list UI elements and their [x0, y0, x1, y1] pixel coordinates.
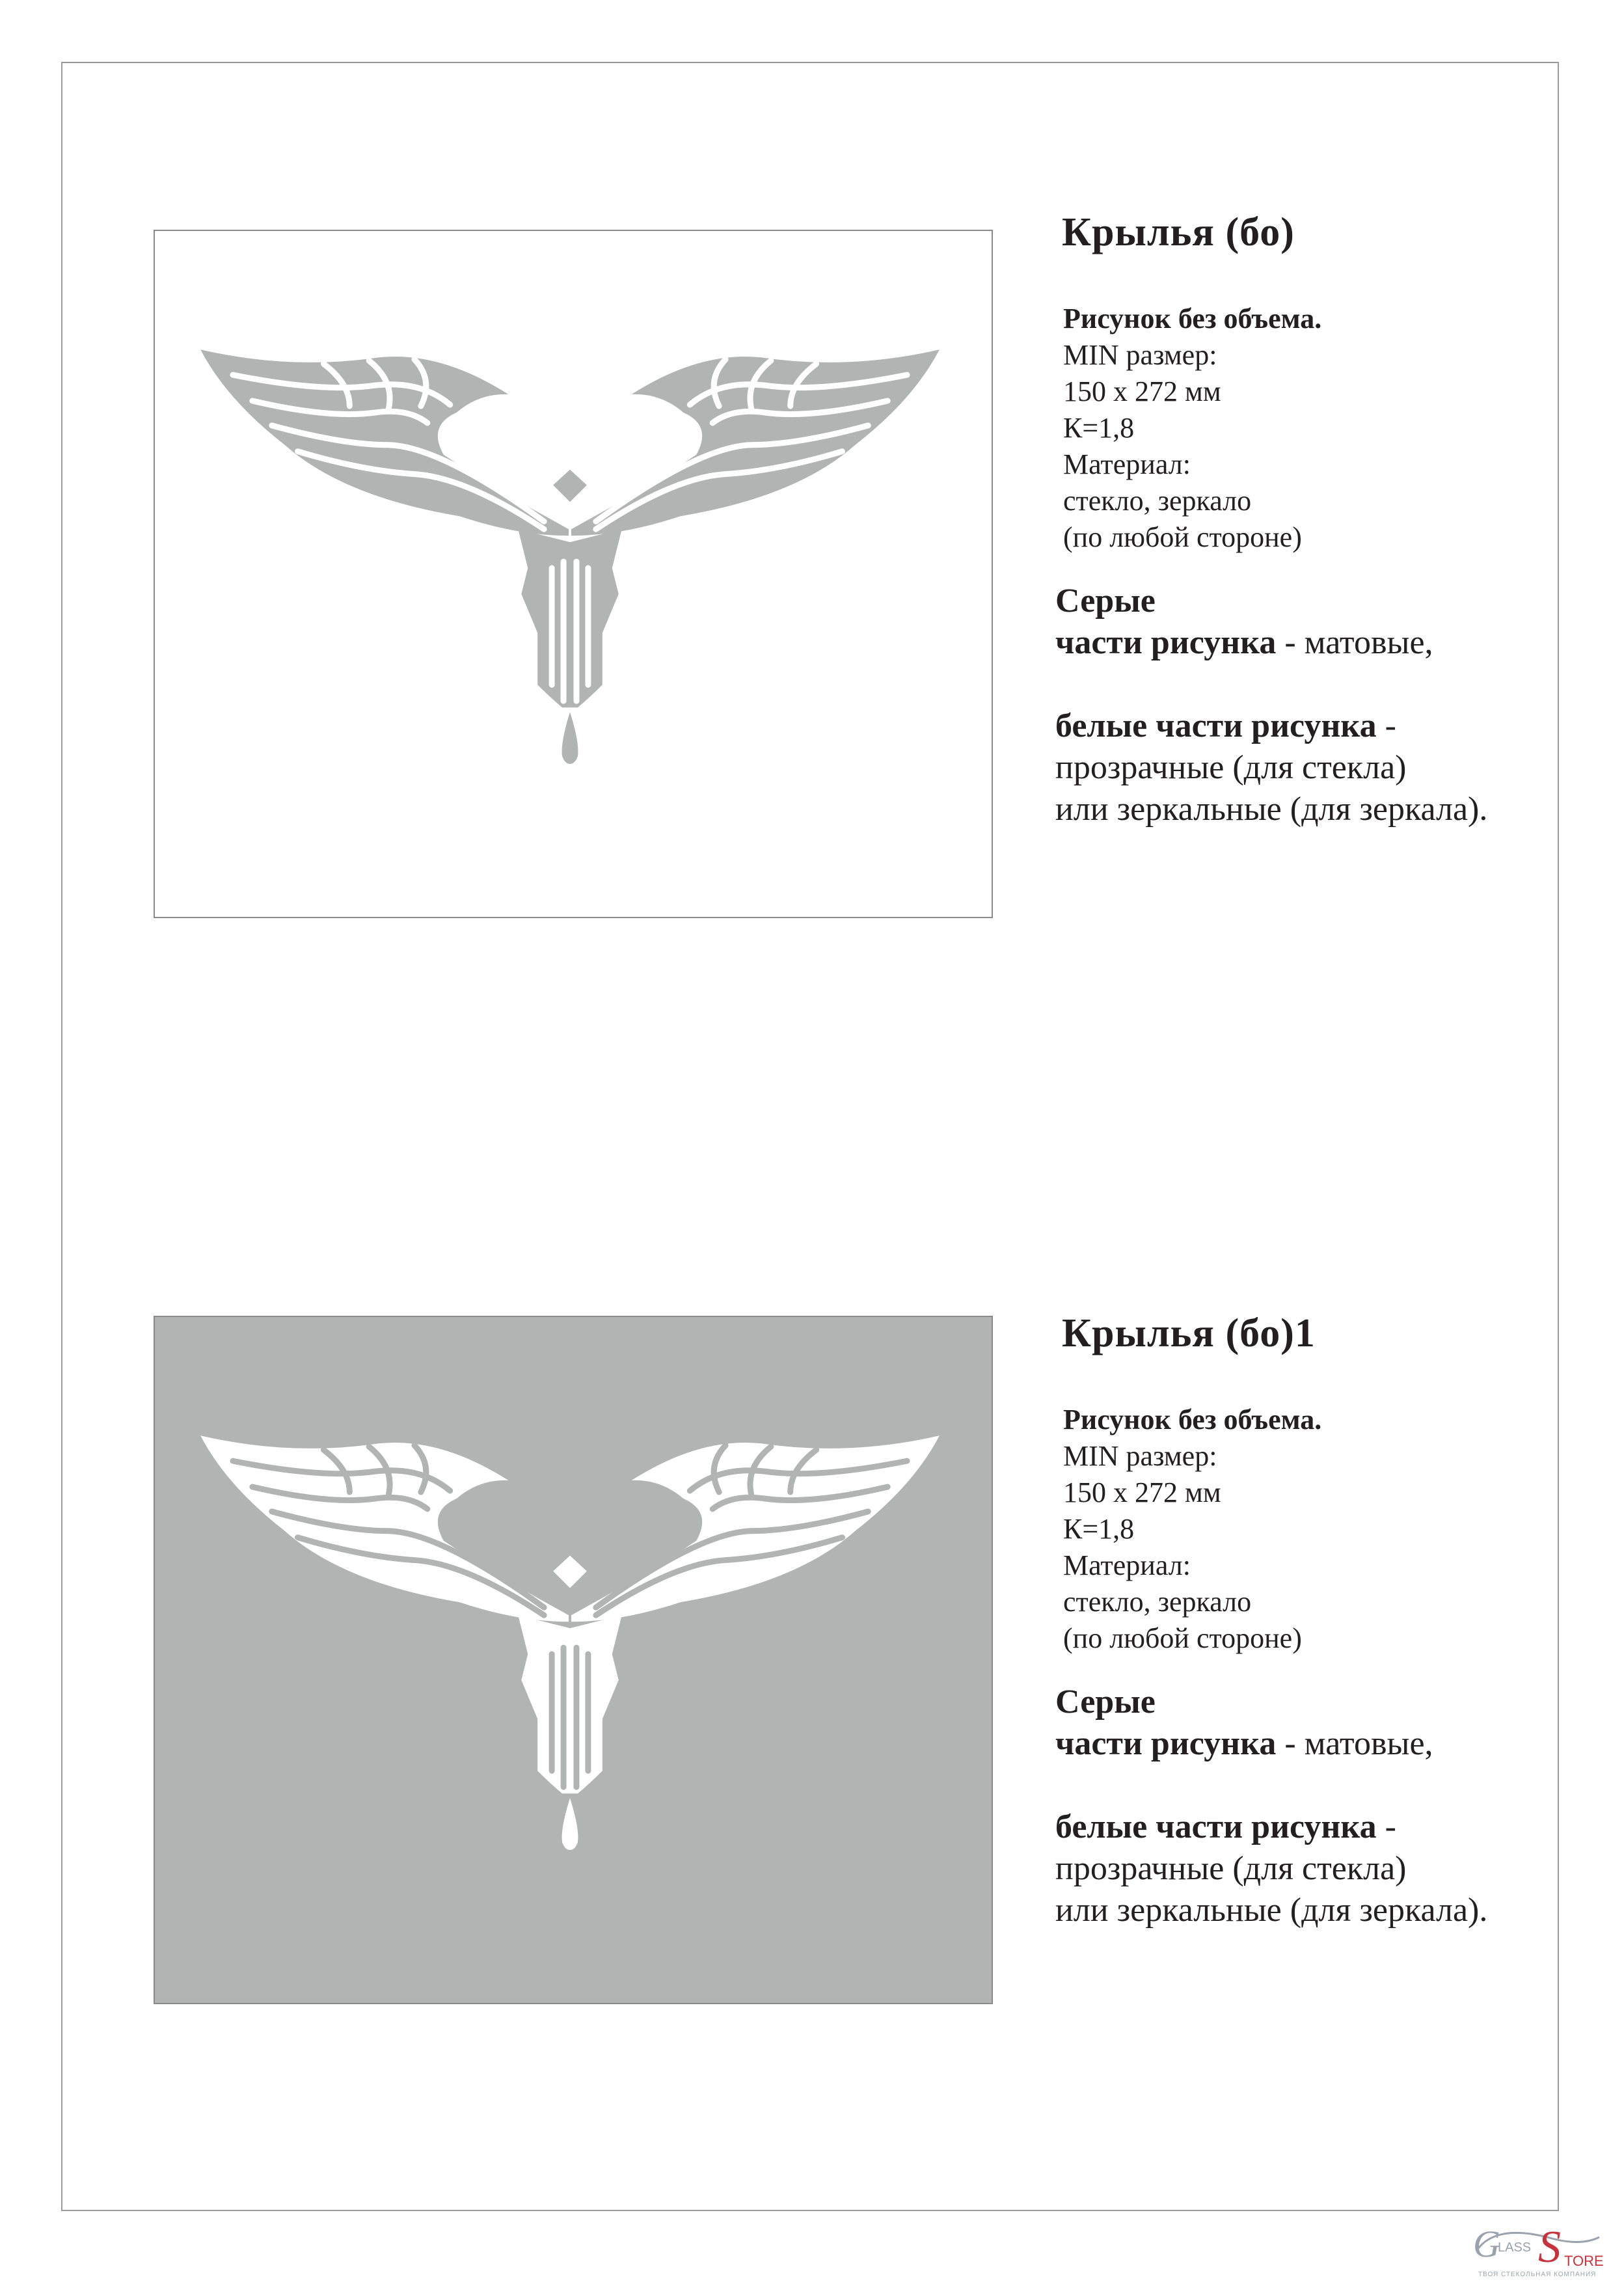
design-info-2: [1055, 1309, 1550, 1931]
legend-white-dash: -: [1376, 1808, 1396, 1846]
legend-gray-a: Серые: [1055, 1683, 1156, 1721]
legend-gray-value: - матовые,: [1276, 624, 1433, 662]
svg-text:LASS: LASS: [1498, 2240, 1532, 2255]
design-title: Крылья (бо): [1062, 210, 1295, 254]
spec-min-size-value: 150 x 272 мм: [1063, 1476, 1221, 1509]
spec-type: Рисунок без объема.: [1063, 303, 1322, 335]
legend-white-label: белые части рисунка: [1055, 1808, 1377, 1846]
design-specs: [1063, 1402, 1550, 1657]
spec-material-label: Материал:: [1063, 448, 1191, 481]
spec-side: (по любой стороне): [1063, 1622, 1302, 1655]
legend-white-glass: прозрачные (для стекла): [1055, 749, 1407, 787]
color-legend: [1055, 1681, 1550, 1931]
legend-gray-b: части рисунка: [1055, 1725, 1277, 1763]
spec-side: (по любой стороне): [1063, 521, 1302, 554]
design-info-1: [1055, 208, 1550, 830]
legend-gray-value: - матовые,: [1276, 1725, 1433, 1763]
wings-ornament-light: [155, 231, 992, 917]
spec-k: К=1,8: [1063, 412, 1135, 444]
spec-min-size-label: MIN размер:: [1063, 339, 1217, 372]
legend-white-dash: -: [1376, 707, 1396, 745]
spec-type: Рисунок без объема.: [1063, 1404, 1322, 1436]
spec-min-size-label: MIN размер:: [1063, 1440, 1217, 1473]
glass-store-logo: [1469, 2211, 1617, 2280]
svg-text:S: S: [1538, 2222, 1561, 2272]
legend-white-mirror: или зеркальные (для зеркала).: [1055, 791, 1488, 828]
legend-white-mirror: или зеркальные (для зеркала).: [1055, 1892, 1488, 1929]
spec-material-label: Материал:: [1063, 1549, 1191, 1582]
wings-ornament-dark: [155, 1317, 992, 2003]
legend-white-glass: прозрачные (для стекла): [1055, 1850, 1407, 1888]
design-title: Крылья (бо)1: [1062, 1311, 1316, 1355]
glass-store-logo-icon: [1469, 2211, 1617, 2280]
spec-k: К=1,8: [1063, 1513, 1135, 1545]
svg-text:G: G: [1473, 2223, 1500, 2265]
legend-gray-a: Серые: [1055, 582, 1156, 620]
spec-material-value: стекло, зеркало: [1063, 485, 1252, 517]
color-legend: [1055, 580, 1550, 830]
legend-white-label: белые части рисунка: [1055, 707, 1377, 745]
logo-tagline: ТВОЯ СТЕКОЛЬНАЯ КОМПАНИЯ: [1478, 2271, 1597, 2278]
design-specs: [1063, 301, 1550, 556]
spec-min-size-value: 150 x 272 мм: [1063, 375, 1221, 408]
spec-material-value: стекло, зеркало: [1063, 1586, 1252, 1618]
design-preview-light: [154, 230, 993, 918]
legend-gray-b: части рисунка: [1055, 624, 1277, 662]
design-preview-dark: [154, 1316, 993, 2004]
svg-text:TORE: TORE: [1564, 2253, 1604, 2269]
